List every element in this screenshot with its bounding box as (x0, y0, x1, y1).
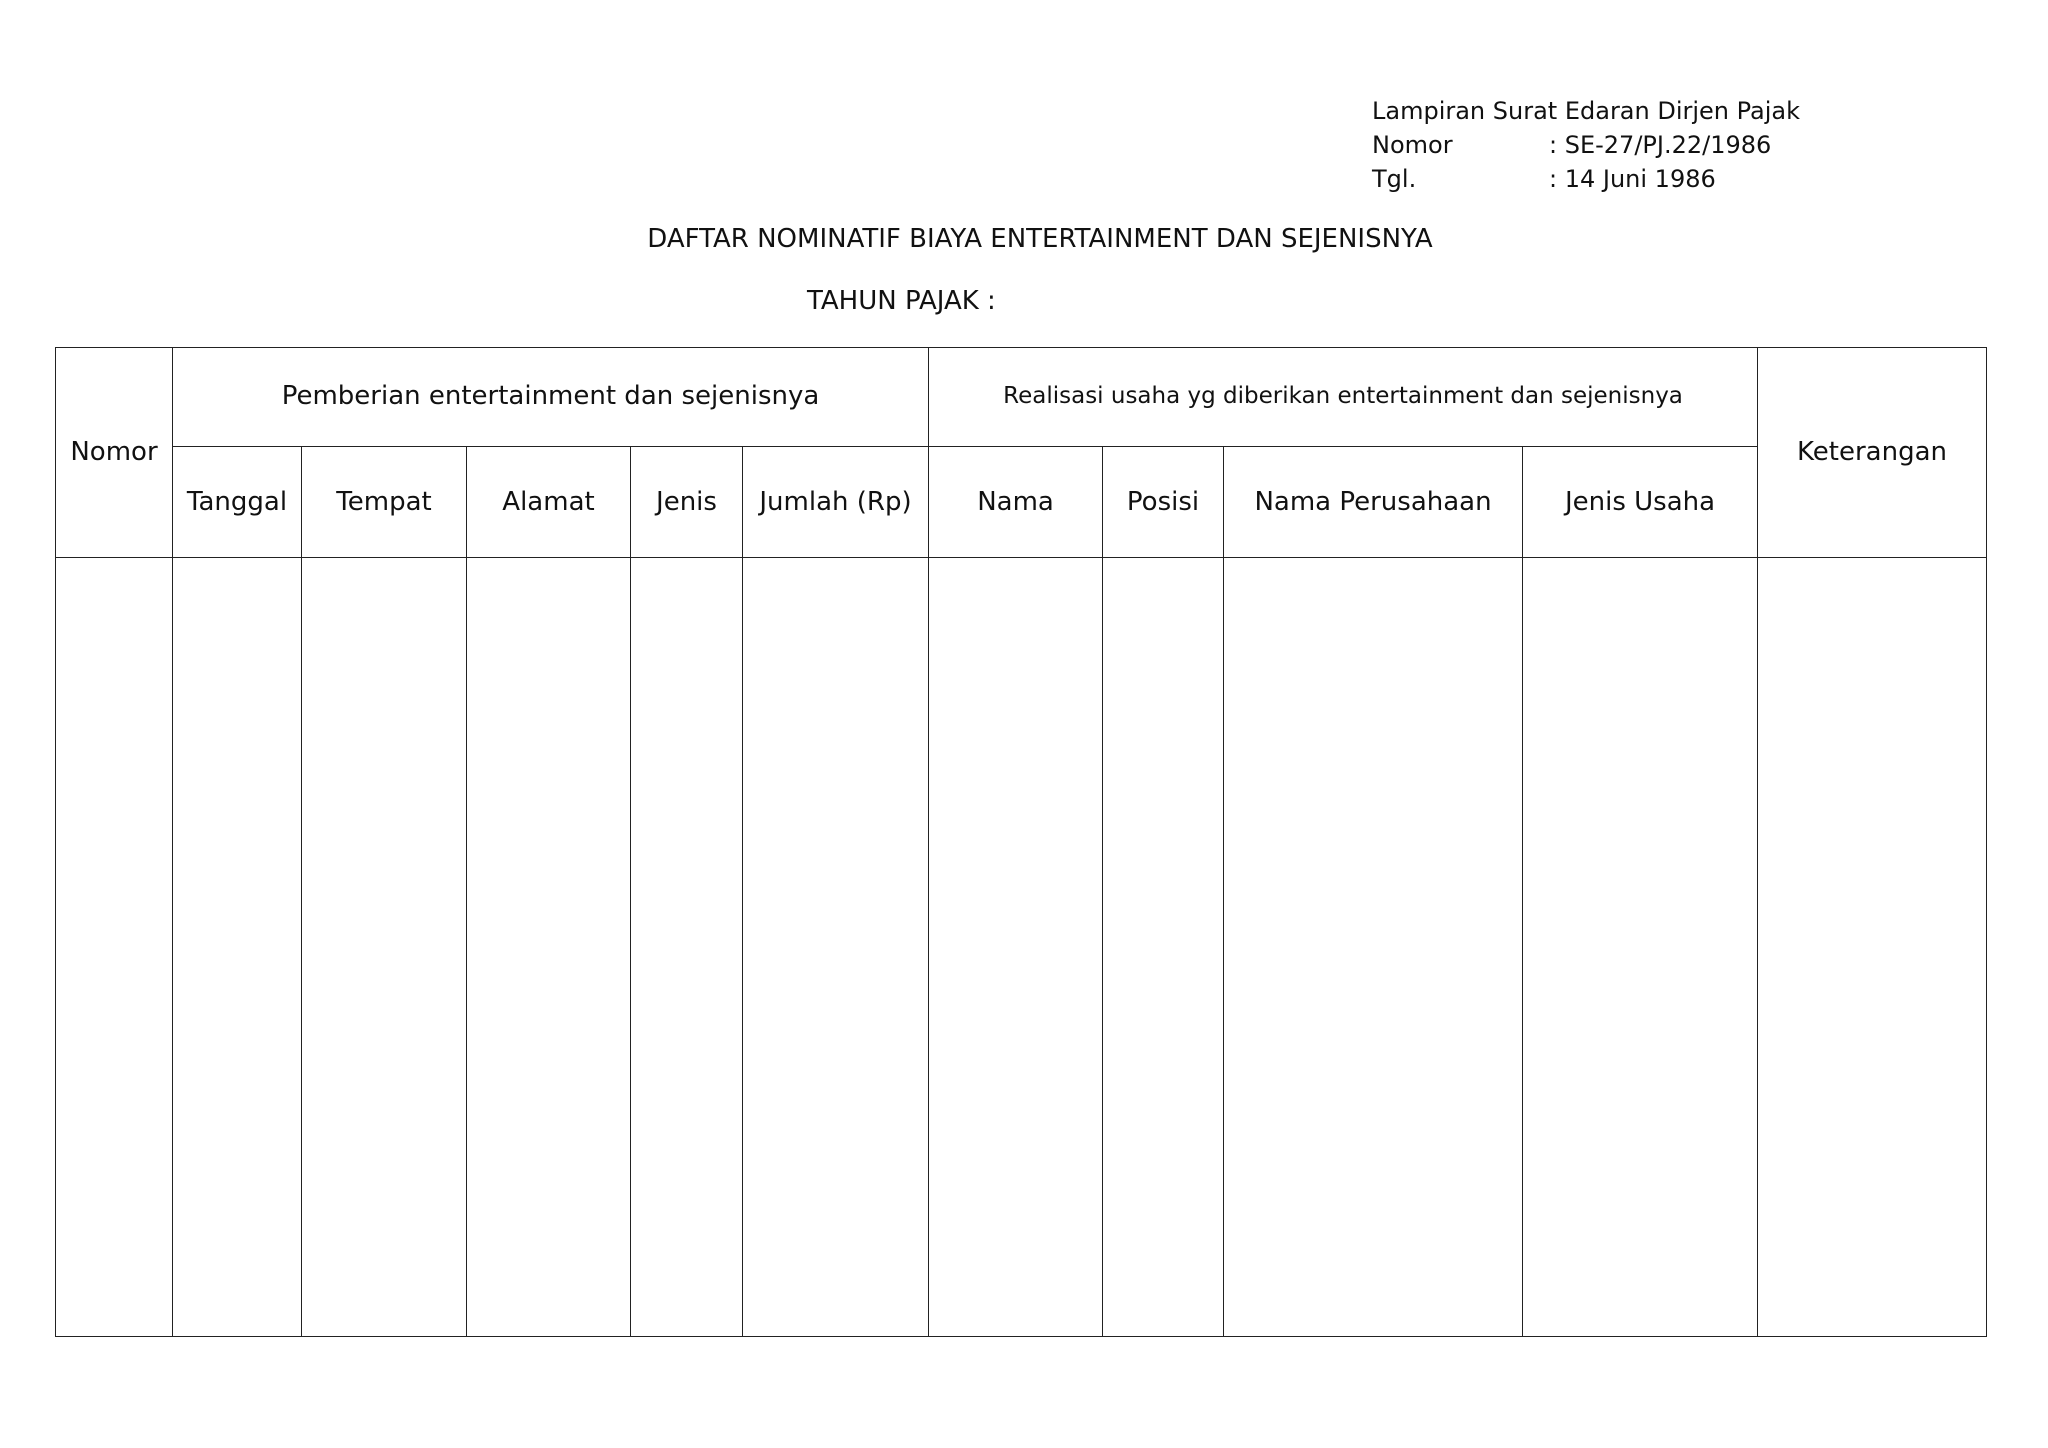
header-jenis-usaha: Jenis Usaha (1523, 447, 1758, 558)
letterhead-tgl-row (1372, 162, 1800, 196)
cell-keterangan[interactable] (1758, 558, 1987, 1337)
letterhead-line: Lampiran Surat Edaran Dirjen Pajak (1372, 97, 1801, 125)
cell-nama[interactable] (929, 558, 1103, 1337)
cell-jumlah[interactable] (743, 558, 929, 1337)
cell-nama-perusahaan[interactable] (1224, 558, 1523, 1337)
table-body-row (56, 558, 1987, 1337)
header-row-columns (56, 447, 1987, 558)
cell-jenis-usaha[interactable] (1523, 558, 1758, 1337)
letterhead (1372, 94, 1800, 196)
header-nama-perusahaan: Nama Perusahaan (1224, 447, 1523, 558)
header-keterangan: Keterangan (1758, 348, 1987, 558)
cell-jenis[interactable] (631, 558, 743, 1337)
tgl-value: : 14 Juni 1986 (1549, 165, 1716, 193)
tax-year-label: TAHUN PAJAK : (807, 286, 996, 316)
nomor-label: Nomor (1372, 131, 1453, 159)
header-tempat: Tempat (302, 447, 467, 558)
header-posisi: Posisi (1103, 447, 1224, 558)
header-nama: Nama (929, 447, 1103, 558)
header-group-realisasi: Realisasi usaha yg diberikan entertainment dan sejenisnya (929, 348, 1758, 447)
cell-posisi[interactable] (1103, 558, 1224, 1337)
header-tanggal: Tanggal (173, 447, 302, 558)
letterhead-title-row (1372, 94, 1800, 128)
header-nomor: Nomor (56, 348, 173, 558)
tgl-label: Tgl. (1372, 165, 1417, 193)
nomor-value: : SE-27/PJ.22/1986 (1549, 131, 1772, 159)
header-jenis: Jenis (631, 447, 743, 558)
cell-nomor[interactable] (56, 558, 173, 1337)
cell-tempat[interactable] (302, 558, 467, 1337)
letterhead-nomor-row (1372, 128, 1800, 162)
header-group-pemberian: Pemberian entertainment dan sejenisnya (173, 348, 929, 447)
cell-alamat[interactable] (467, 558, 631, 1337)
nominative-list-table (55, 347, 1987, 1337)
header-jumlah: Jumlah (Rp) (743, 447, 929, 558)
header-alamat: Alamat (467, 447, 631, 558)
document-title: DAFTAR NOMINATIF BIAYA ENTERTAINMENT DAN SEJENISNYA (647, 224, 1433, 254)
header-row-groups (56, 348, 1987, 447)
cell-tanggal[interactable] (173, 558, 302, 1337)
